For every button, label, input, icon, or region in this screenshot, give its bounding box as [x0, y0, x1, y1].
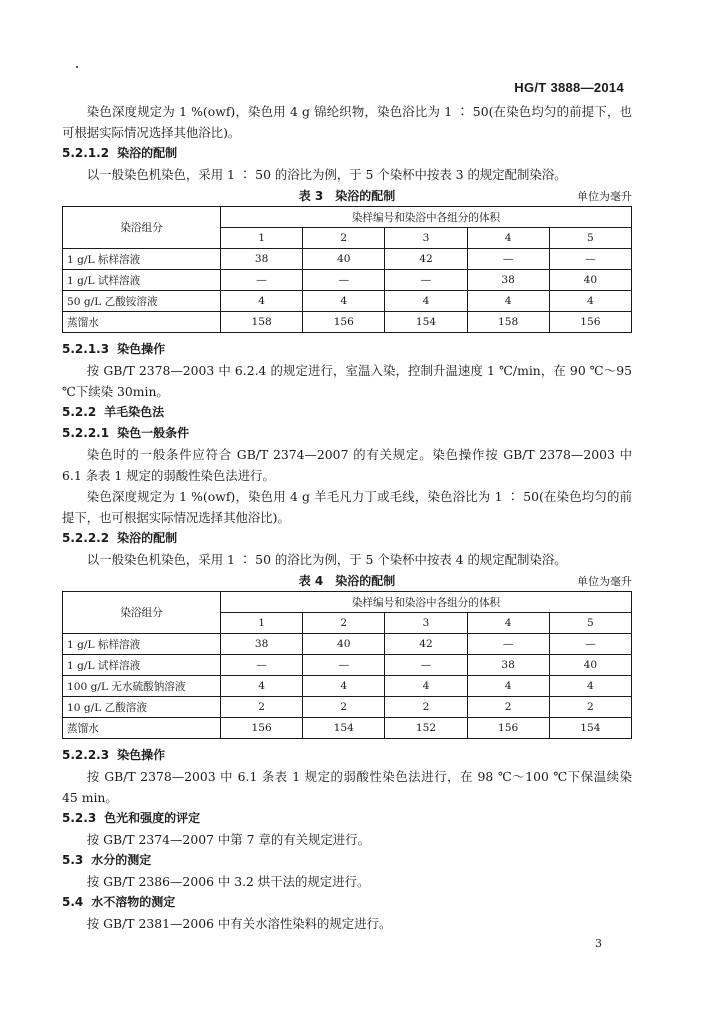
table-cell: — — [385, 270, 467, 291]
row-label: 10 g/L 乙酸溶液 — [63, 697, 221, 718]
table-cell: 4 — [467, 291, 549, 312]
row-label: 1 g/L 标样溶液 — [63, 249, 221, 270]
table-cell: 154 — [303, 718, 385, 739]
table-unit: 单位为毫升 — [577, 190, 632, 203]
section-number: 5.2.2.3 — [62, 748, 110, 762]
table-header-row — [63, 592, 632, 613]
row-label: 蒸馏水 — [63, 312, 221, 333]
header-sample-4: 4 — [467, 228, 549, 249]
table-cell: — — [549, 634, 631, 655]
header-sample-2: 2 — [303, 613, 385, 634]
section-number: 5.4 — [62, 895, 84, 909]
table-cell: 4 — [221, 676, 303, 697]
table-cell: 38 — [467, 655, 549, 676]
table-caption: 表 3 染浴的配制 — [298, 189, 396, 203]
table-unit: 单位为毫升 — [577, 575, 632, 588]
header-sample-3: 3 — [385, 228, 467, 249]
section-number: 5.2.2 — [62, 405, 97, 419]
table-cell: 40 — [549, 270, 631, 291]
section-heading — [62, 402, 632, 423]
table-cell: 2 — [221, 697, 303, 718]
table-cell: 156 — [549, 312, 631, 333]
header-component: 染浴组分 — [63, 592, 221, 634]
table-cell: — — [467, 634, 549, 655]
paragraph: 按 GB/T 2381—2006 中有关水溶性染料的规定进行。 — [86, 916, 392, 931]
paragraph: 以一般染色机染色，采用 1 ∶ 50 的浴比为例，于 5 个染杯中按表 4 的规定配制染浴。 — [86, 552, 567, 567]
table-cell: 4 — [221, 291, 303, 312]
standard-number: HG/T 3888—2014 — [514, 80, 624, 95]
table-caption-row — [62, 571, 632, 591]
table-row — [63, 249, 632, 270]
paragraph: 以一般染色机染色，采用 1 ∶ 50 的浴比为例，于 5 个染杯中按表 3 的规定配制染浴。 — [86, 167, 567, 182]
header-group: 染样编号和染浴中各组分的体积 — [221, 207, 632, 228]
section-heading — [62, 423, 632, 444]
table-cell: — — [221, 655, 303, 676]
section-heading — [62, 892, 632, 913]
table-cell: 156 — [303, 312, 385, 333]
paragraph: 按 GB/T 2378—2003 中 6.2.4 的规定进行，室温入染，控制升温速度 1 ℃/min，在 90 ℃～95 ℃下续染 30min。 — [62, 363, 632, 399]
table-cell: 156 — [221, 718, 303, 739]
header-component: 染浴组分 — [63, 207, 221, 249]
table-cell: 154 — [549, 718, 631, 739]
paragraph: 按 GB/T 2378—2003 中 6.1 条表 1 规定的弱酸性染色法进行，在 98 ℃～100 ℃下保温续染 45 min。 — [62, 769, 632, 805]
section-title: 染浴的配制 — [117, 531, 178, 545]
table-cell: 2 — [303, 697, 385, 718]
section-number: 5.2.1.3 — [62, 342, 110, 356]
paragraph: 染色时的一般条件应符合 GB/T 2374—2007 的有关规定。染色操作按 GB/T 2378—2003 中 6.1 条表 1 规定的弱酸性染色法进行。 — [62, 447, 632, 483]
table-cell: — — [303, 655, 385, 676]
row-label: 1 g/L 试样溶液 — [63, 655, 221, 676]
section-title: 羊毛染色法 — [104, 405, 165, 419]
table-caption: 表 4 染浴的配制 — [298, 574, 396, 588]
table-cell: 38 — [221, 249, 303, 270]
table-cell: 4 — [303, 676, 385, 697]
table-cell: 2 — [549, 697, 631, 718]
section-title: 染浴的配制 — [117, 146, 178, 160]
header-sample-1: 1 — [221, 228, 303, 249]
section-title: 色光和强度的评定 — [104, 811, 201, 825]
table-cell: 158 — [467, 312, 549, 333]
table-cell: 40 — [549, 655, 631, 676]
table-row — [63, 270, 632, 291]
table-cell: 42 — [385, 249, 467, 270]
section-heading — [62, 143, 632, 164]
table-cell: 40 — [303, 249, 385, 270]
header-sample-2: 2 — [303, 228, 385, 249]
table-cell: 2 — [467, 697, 549, 718]
section-title: 染色操作 — [117, 342, 166, 356]
table-cell: 152 — [385, 718, 467, 739]
section-number: 5.3 — [62, 853, 84, 867]
section-title: 染色一般条件 — [117, 426, 190, 440]
header-group: 染样编号和染浴中各组分的体积 — [221, 592, 632, 613]
header-sample-5: 5 — [549, 228, 631, 249]
page-number: 3 — [595, 937, 602, 950]
table-cell: 4 — [303, 291, 385, 312]
table-cell: 4 — [385, 291, 467, 312]
scan-speck — [76, 66, 78, 68]
table-cell: 156 — [467, 718, 549, 739]
row-label: 蒸馏水 — [63, 718, 221, 739]
row-label: 1 g/L 试样溶液 — [63, 270, 221, 291]
page-body — [62, 101, 632, 934]
table-row — [63, 634, 632, 655]
table-cell: 38 — [221, 634, 303, 655]
section-number: 5.2.3 — [62, 811, 97, 825]
table-cell: — — [549, 249, 631, 270]
table-row — [63, 291, 632, 312]
header-sample-1: 1 — [221, 613, 303, 634]
section-heading — [62, 339, 632, 360]
table-caption-row — [62, 186, 632, 206]
table-row — [63, 655, 632, 676]
row-label: 100 g/L 无水硫酸钠溶液 — [63, 676, 221, 697]
table-cell: 42 — [385, 634, 467, 655]
section-number: 5.2.2.2 — [62, 531, 110, 545]
header-sample-3: 3 — [385, 613, 467, 634]
paragraph: 染色深度规定为 1 %(owf)，染色用 4 g 锦纶织物，染色浴比为 1 ∶ 50(在染色均匀的前提下，也可根据实际情况选择其他浴比)。 — [62, 104, 632, 140]
paragraph: 按 GB/T 2386—2006 中 3.2 烘干法的规定进行。 — [86, 874, 370, 889]
row-label: 50 g/L 乙酸铵溶液 — [63, 291, 221, 312]
table-row — [63, 312, 632, 333]
section-number: 5.2.1.2 — [62, 146, 110, 160]
table-cell: 154 — [385, 312, 467, 333]
paragraph: 按 GB/T 2374—2007 中第 7 章的有关规定进行。 — [86, 832, 370, 847]
table-cell: — — [221, 270, 303, 291]
table-cell: 158 — [221, 312, 303, 333]
section-title: 水分的测定 — [91, 853, 152, 867]
section-title: 染色操作 — [117, 748, 166, 762]
table-2 — [62, 591, 632, 739]
table-cell: 4 — [385, 676, 467, 697]
table-cell: 4 — [549, 676, 631, 697]
row-label: 1 g/L 标样溶液 — [63, 634, 221, 655]
table-header-row — [63, 207, 632, 228]
header-sample-5: 5 — [549, 613, 631, 634]
section-heading — [62, 745, 632, 766]
table-1 — [62, 206, 632, 333]
table-cell: 2 — [385, 697, 467, 718]
table-row — [63, 676, 632, 697]
table-cell: 38 — [467, 270, 549, 291]
section-number: 5.2.2.1 — [62, 426, 110, 440]
section-title: 水不溶物的测定 — [91, 895, 176, 909]
table-row — [63, 697, 632, 718]
table-cell: 4 — [467, 676, 549, 697]
section-heading — [62, 850, 632, 871]
paragraph: 染色深度规定为 1 %(owf)，染色用 4 g 羊毛凡力丁或毛线，染色浴比为 1 ∶ 50(在染色均匀的前提下，也可根据实际情况选择其他浴比)。 — [62, 489, 632, 525]
header-sample-4: 4 — [467, 613, 549, 634]
section-heading — [62, 528, 632, 549]
table-row — [63, 718, 632, 739]
table-cell: 4 — [549, 291, 631, 312]
table-cell: — — [385, 655, 467, 676]
section-heading — [62, 808, 632, 829]
table-cell: 40 — [303, 634, 385, 655]
table-cell: — — [303, 270, 385, 291]
table-cell: — — [467, 249, 549, 270]
